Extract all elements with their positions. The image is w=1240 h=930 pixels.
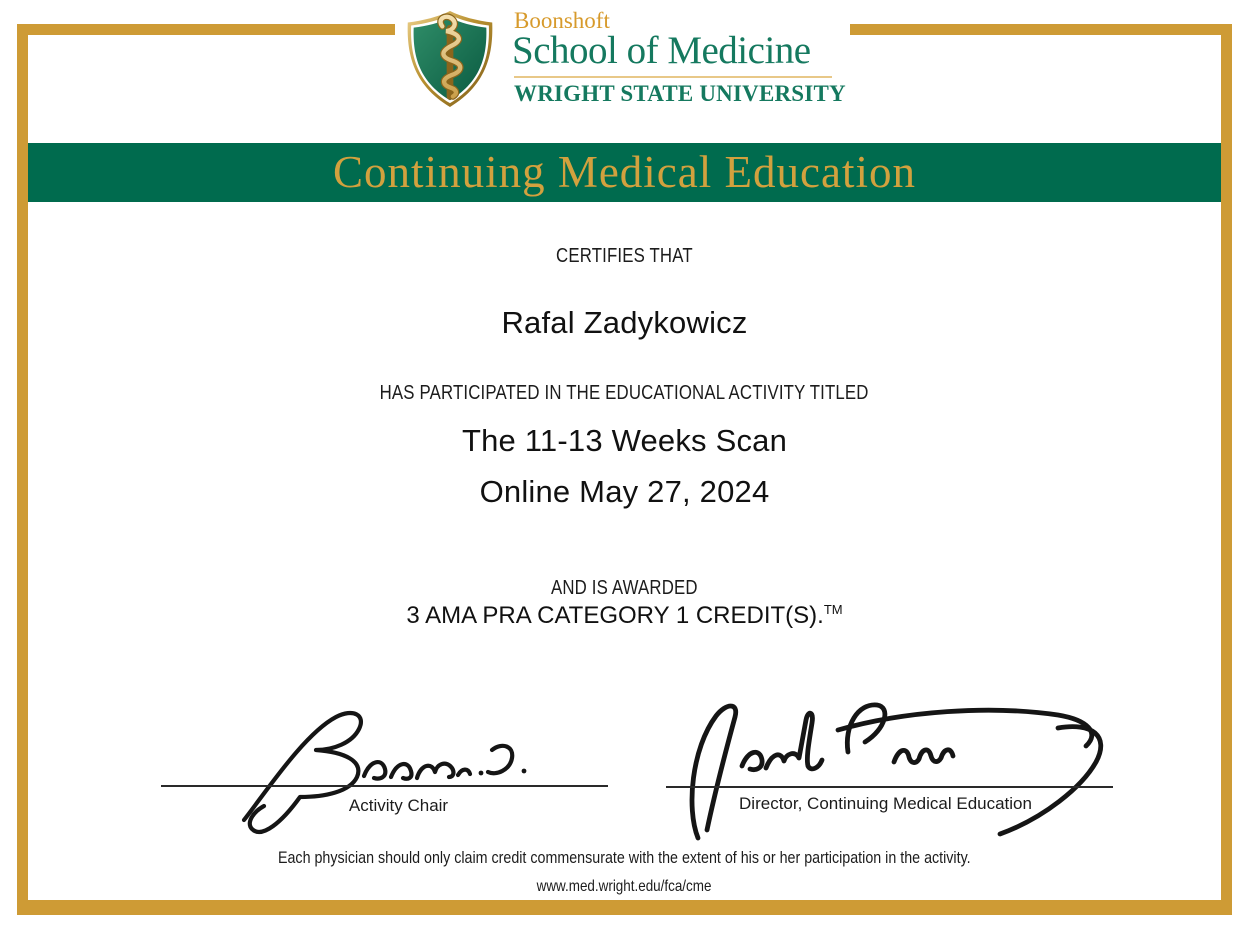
recipient-name: Rafal Zadykowicz <box>501 305 748 340</box>
activity-chair-signature <box>158 698 618 840</box>
signature-line-right <box>666 786 1113 788</box>
logo-underline <box>514 76 832 78</box>
frame-border-top-left <box>17 24 395 35</box>
participation-label: HAS PARTICIPATED IN THE EDUCATIONAL ACTIVITY TITLED <box>379 382 870 404</box>
school-logo <box>402 7 847 111</box>
trademark-superscript: TM <box>823 602 843 617</box>
activity-title: The 11-13 Weeks Scan <box>461 423 788 458</box>
banner-title: Continuing Medical Education <box>333 147 916 197</box>
signature-line-left <box>161 785 608 787</box>
director-signature <box>648 690 1128 848</box>
activity-chair-label: Activity Chair <box>348 796 449 815</box>
credits-line <box>28 602 1221 630</box>
shield-rod-of-asclepius-icon <box>402 9 498 109</box>
certifies-label: CERTIFIES THAT <box>556 245 693 267</box>
disclaimer-text: Each physician should only claim credit commensurate with the extent of his or her participation in the activity. <box>278 848 971 867</box>
activity-date: Online May 27, 2024 <box>479 474 770 509</box>
logo-brand-sub: WRIGHT STATE UNIVERSITY <box>514 81 846 106</box>
frame-border-right <box>1221 24 1232 915</box>
credits-text: 3 AMA PRA CATEGORY 1 CREDIT(S). <box>406 602 824 629</box>
frame-border-top-right <box>850 24 1232 35</box>
school-logo-text <box>512 7 847 111</box>
frame-border-bottom <box>17 900 1232 915</box>
director-label: Director, Continuing Medical Education <box>739 794 1032 813</box>
cme-banner <box>28 143 1221 202</box>
frame-border-left <box>17 24 28 915</box>
awarded-label: AND IS AWARDED <box>551 577 698 599</box>
logo-brand-main: School of Medicine <box>512 29 811 72</box>
website-url: www.med.wright.edu/fca/cme <box>537 878 712 895</box>
logo-brand-top: Boonshoft <box>514 8 610 33</box>
